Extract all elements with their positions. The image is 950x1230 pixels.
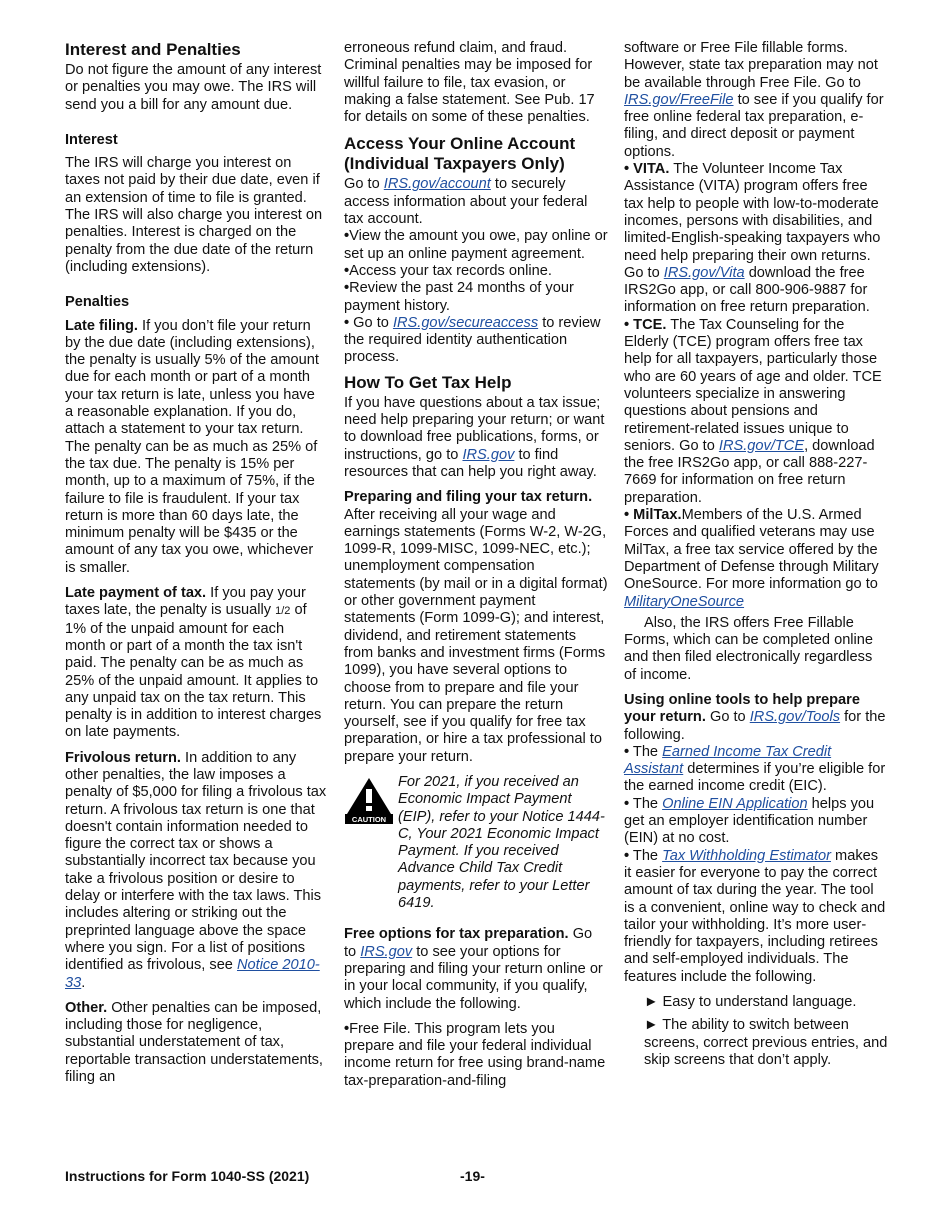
vita-post: download the free IRS2Go app, or call 800-906-9887 for information on free return preparation. [624, 264, 870, 316]
late-filing-text: If you don’t file your return by the due date (including extensions), the penalty is usually 5% of the amount due for each month or part of a month your tax return is late, unless you have a reasonable explanation. If you do, attach a statement to your tax return. The penalty can be as much as 25% of the tax due. The penalty is 15% per month, up to a maximum of 75%, if the failure to file is fraudulent. If your tax return is more than 60 days late, the minimum penalty will be $435 or the amount of any tax you owe, whichever is smaller. [65, 317, 319, 576]
account-bullet-1: • View the amount you owe, pay online or set up an online payment agreement. [344, 228, 608, 263]
account-bullet-4-post: to review the required identity authentication process. [344, 314, 601, 366]
notice-2010-33-link[interactable]: Notice 2010-33 [65, 957, 320, 991]
late-payment-text-post: of 1% of the unpaid amount for each month or part of a month the tax isn't paid. The penalty can be as much as 25% of the unpaid amount. It applies to any unpaid tax on the tax return. This penalty is in addition to interest charges on late payments. [65, 602, 322, 741]
vita-bullet [624, 161, 888, 317]
irs-vita-link[interactable]: IRS.gov/Vita [663, 264, 745, 281]
column-left [65, 40, 327, 1094]
arrow-icon: ► [644, 994, 659, 1011]
vita-pre: The Volunteer Income Tax Assistance (VITA) program offers free tax help to people with low-to-moderate incomes, persons with disabilities, and limited-English-speaking taxpayers who need help preparing their own returns. Go to [624, 161, 881, 281]
irs-secureaccess-link[interactable]: IRS.gov/secureaccess [392, 314, 539, 331]
ein-bullet [624, 796, 888, 848]
miltax-lead: MilTax. [633, 507, 682, 524]
online-tools-paragraph [624, 692, 888, 744]
free-options-pre: Go to [344, 926, 593, 960]
late-filing-lead: Late filing. [65, 317, 138, 334]
tax-withholding-estimator-link[interactable]: Tax Withholding Estimator [662, 847, 831, 864]
free-fillable-paragraph: Also, the IRS offers Free Fillable Forms, which can be completed online and then filed electronically regardless of income. [624, 614, 874, 683]
online-account-post: to securely access information about your federal tax account. [344, 176, 588, 228]
free-file-bullet: • Free File. This program lets you prepare and file your federal individual income return for free using brand-name tax-preparation-and-filing [344, 1021, 608, 1090]
free-options-paragraph [344, 926, 608, 1012]
free-options-lead: Free options for tax preparation. [344, 926, 569, 943]
online-account-paragraph [344, 176, 608, 228]
account-bullet-2: • Access your tax records online. [344, 263, 608, 280]
ein-post: helps you get an employer identification number (EIN) at no cost. [624, 795, 875, 847]
irs-gov-link[interactable]: IRS.gov [462, 446, 515, 463]
late-payment-fraction: 1/2 [275, 605, 291, 618]
free-file-continued [624, 40, 888, 161]
online-account-heading: Access Your Online Account (Individual Taxpayers Only) [344, 134, 576, 174]
late-payment-text-pre: If you pay your taxes late, the penalty is usually [65, 585, 306, 619]
irs-freefile-link[interactable]: IRS.gov/FreeFile [624, 91, 734, 108]
tce-pre: The Tax Counseling for the Elderly (TCE) program offers free tax help for all taxpayers, particularly those who are 60 years of age and older. TCE volunteers specialize in answering questions about pensions and retirement-related issues unique to seniors. Go to [624, 316, 882, 454]
feature-2-text: The ability to switch between screens, correct previous entries, and skip screens that don’t apply. [644, 1017, 888, 1068]
interest-heading: Interest [65, 131, 118, 148]
frivolous-text: In addition to any other penalties, the law imposes a penalty of $5,000 for filing a frivolous tax return. A frivolous tax return is one that doesn't contain information needed to figure the correct tax or shows a substantially incorrect tax because you take a frivolous position or desire to delay or interfere with the tax laws. This includes altering or striking out the preprinted language above the space where you sign. For a list of positions identified as frivolous, see [65, 749, 327, 974]
section-title-interest-penalties: Interest and Penalties [65, 40, 241, 59]
online-tools-pre: Go to [709, 709, 746, 726]
withholding-bullet [624, 848, 888, 986]
eic-post: determines if you’re eligible for the earned income credit (EIC). [624, 761, 886, 795]
penalties-continued: erroneous refund claim, and fraud. Criminal penalties may be imposed for willful failure to file, tax evasion, or making a false statement. See Pub. 17 for details on some of these penalties. [344, 40, 595, 126]
account-bullet-4 [344, 315, 608, 367]
tce-post: , download the free IRS2Go app, or call 888-227-7669 for information on free return preparation. [624, 437, 875, 506]
arrow-icon: ► [644, 1017, 659, 1034]
online-account-pre: Go to [344, 176, 380, 193]
feature-item-1 [624, 994, 888, 1011]
frivolous-paragraph: Frivolous return. In addition to any other penalties, the law imposes a penalty of $5,000 for filing a frivolous tax return. A frivolous tax return is one that doesn't contain information needed to figure the correct tax or shows a substantially incorrect tax because you take a frivolous position or desire to delay or interfere with the tax laws. This includes altering or striking out the preprinted language above the space where you sign. For a list of positions identified as frivolous, see Notice 2010-33. [65, 749, 327, 991]
other-paragraph [65, 1000, 327, 1086]
withholding-post: makes it easier for everyone to pay the correct amount of tax during the year. The tool is a convenient, online way to check and tailor your withholding. It’s more user-friendly for taxpayers, including retirees and self-employed individuals. The features include the following. [624, 847, 886, 985]
preparing-filing-lead: Preparing and filing your tax return. [344, 489, 593, 506]
military-onesource-link[interactable]: MilitaryOneSource [624, 593, 745, 610]
tax-help-paragraph [344, 395, 608, 481]
account-bullet-4-pre: Go to [353, 314, 389, 331]
tax-help-post: to find resources that can help you right away. [344, 446, 597, 480]
late-payment-lead: Late payment of tax. [65, 585, 207, 602]
late-payment-paragraph [65, 585, 327, 742]
tce-bullet [624, 317, 888, 507]
miltax-bullet [624, 507, 888, 611]
tce-lead: TCE. [633, 316, 667, 333]
intro-paragraph: Do not figure the amount of any interest or penalties you may owe. The IRS will send you a bill for any amount due. [65, 62, 322, 113]
account-bullet-3: • Review the past 24 months of your payment history. [344, 280, 608, 315]
preparing-filing-text: After receiving all your wage and earnings statements (Forms W-2, W-2G, 1099-R, 1099-MISC, 1099-NEC, etc.); unemployment compensation statements (by mail or in a digital format) or other government payment statements (Form 1099-G); and interest, dividend, and retirement statements from banks and investment firms (Forms 1099), you have several options to choose from to prepare and file your return. You can prepare the return yourself, see if you qualify for free tax preparation, or hire a tax professional to prepare your return. [344, 506, 608, 765]
feature-item-2 [624, 1017, 888, 1069]
footer-form-title: Instructions for Form 1040-SS (2021) [65, 1168, 310, 1184]
irs-tools-link[interactable]: IRS.gov/Tools [749, 709, 841, 726]
free-file-continued-pre: software or Free File fillable forms. However, state tax preparation may not be available through Free File. Go to [624, 40, 878, 91]
caution-icon [344, 776, 394, 824]
eic-pre: The [632, 743, 659, 760]
other-text: Other penalties can be imposed, including those for negligence, substantial understatement of tax, reportable transaction understatements, filing an [65, 999, 323, 1086]
page-number: -19- [460, 1168, 485, 1184]
vita-lead: VITA. [633, 161, 670, 178]
column-middle [344, 40, 608, 1090]
miltax-pre: Members of the U.S. Armed Forces and qualified veterans may use MilTax, a free tax service offered by the Department of Defense through Military OneSource. For more information go to [624, 507, 879, 593]
preparing-filing-paragraph [344, 489, 608, 766]
frivolous-lead: Frivolous return. [65, 749, 181, 766]
interest-paragraph: The IRS will charge you interest on taxes not paid by their due date, even if an extension of time to file is granted. The IRS will also charge you interest on penalties. Interest is charged on the penalty from the due date of the return (including extensions). [65, 155, 323, 275]
tax-help-pre: If you have questions about a tax issue; need help preparing your return; or want to download free publications, forms, or instructions, go to [344, 394, 605, 463]
eic-bullet [624, 744, 888, 796]
withholding-pre: The [632, 847, 659, 864]
free-file-continued-post: to see if you qualify for free online federal tax preparation, e-filing, and direct deposit or payment options. [624, 91, 884, 160]
ein-pre: The [632, 795, 659, 812]
tax-help-heading: How To Get Tax Help [344, 372, 512, 392]
column-right [624, 40, 888, 1075]
caution-label: CAUTION [351, 814, 387, 824]
online-tools-post: for the following. [624, 709, 886, 743]
late-filing-paragraph [65, 318, 327, 577]
caution-text: For 2021, if you received an Economic Impact Payment (EIP), refer to your Notice 1444-C, Your 2021 Economic Impact Payment. If you received Advance Child Tax Credit payments, refer to your Letter 6419. [398, 773, 605, 912]
online-ein-link[interactable]: Online EIN Application [662, 795, 808, 812]
caution-note [344, 774, 608, 912]
eitc-assistant-link[interactable]: Earned Income Tax Credit Assistant [624, 743, 832, 778]
free-options-post: to see your options for preparing and filing your return online or in your local community, if you qualify, which include the following. [344, 943, 603, 1012]
other-lead: Other. [65, 999, 108, 1016]
online-tools-lead: Using online tools to help prepare your return. [624, 691, 860, 726]
irs-tce-link[interactable]: IRS.gov/TCE [718, 437, 805, 454]
penalties-heading: Penalties [65, 294, 130, 311]
irs-account-link[interactable]: IRS.gov/account [383, 176, 491, 193]
irs-gov-link-2[interactable]: IRS.gov [360, 943, 413, 960]
feature-1-text: Easy to understand language. [662, 994, 857, 1011]
